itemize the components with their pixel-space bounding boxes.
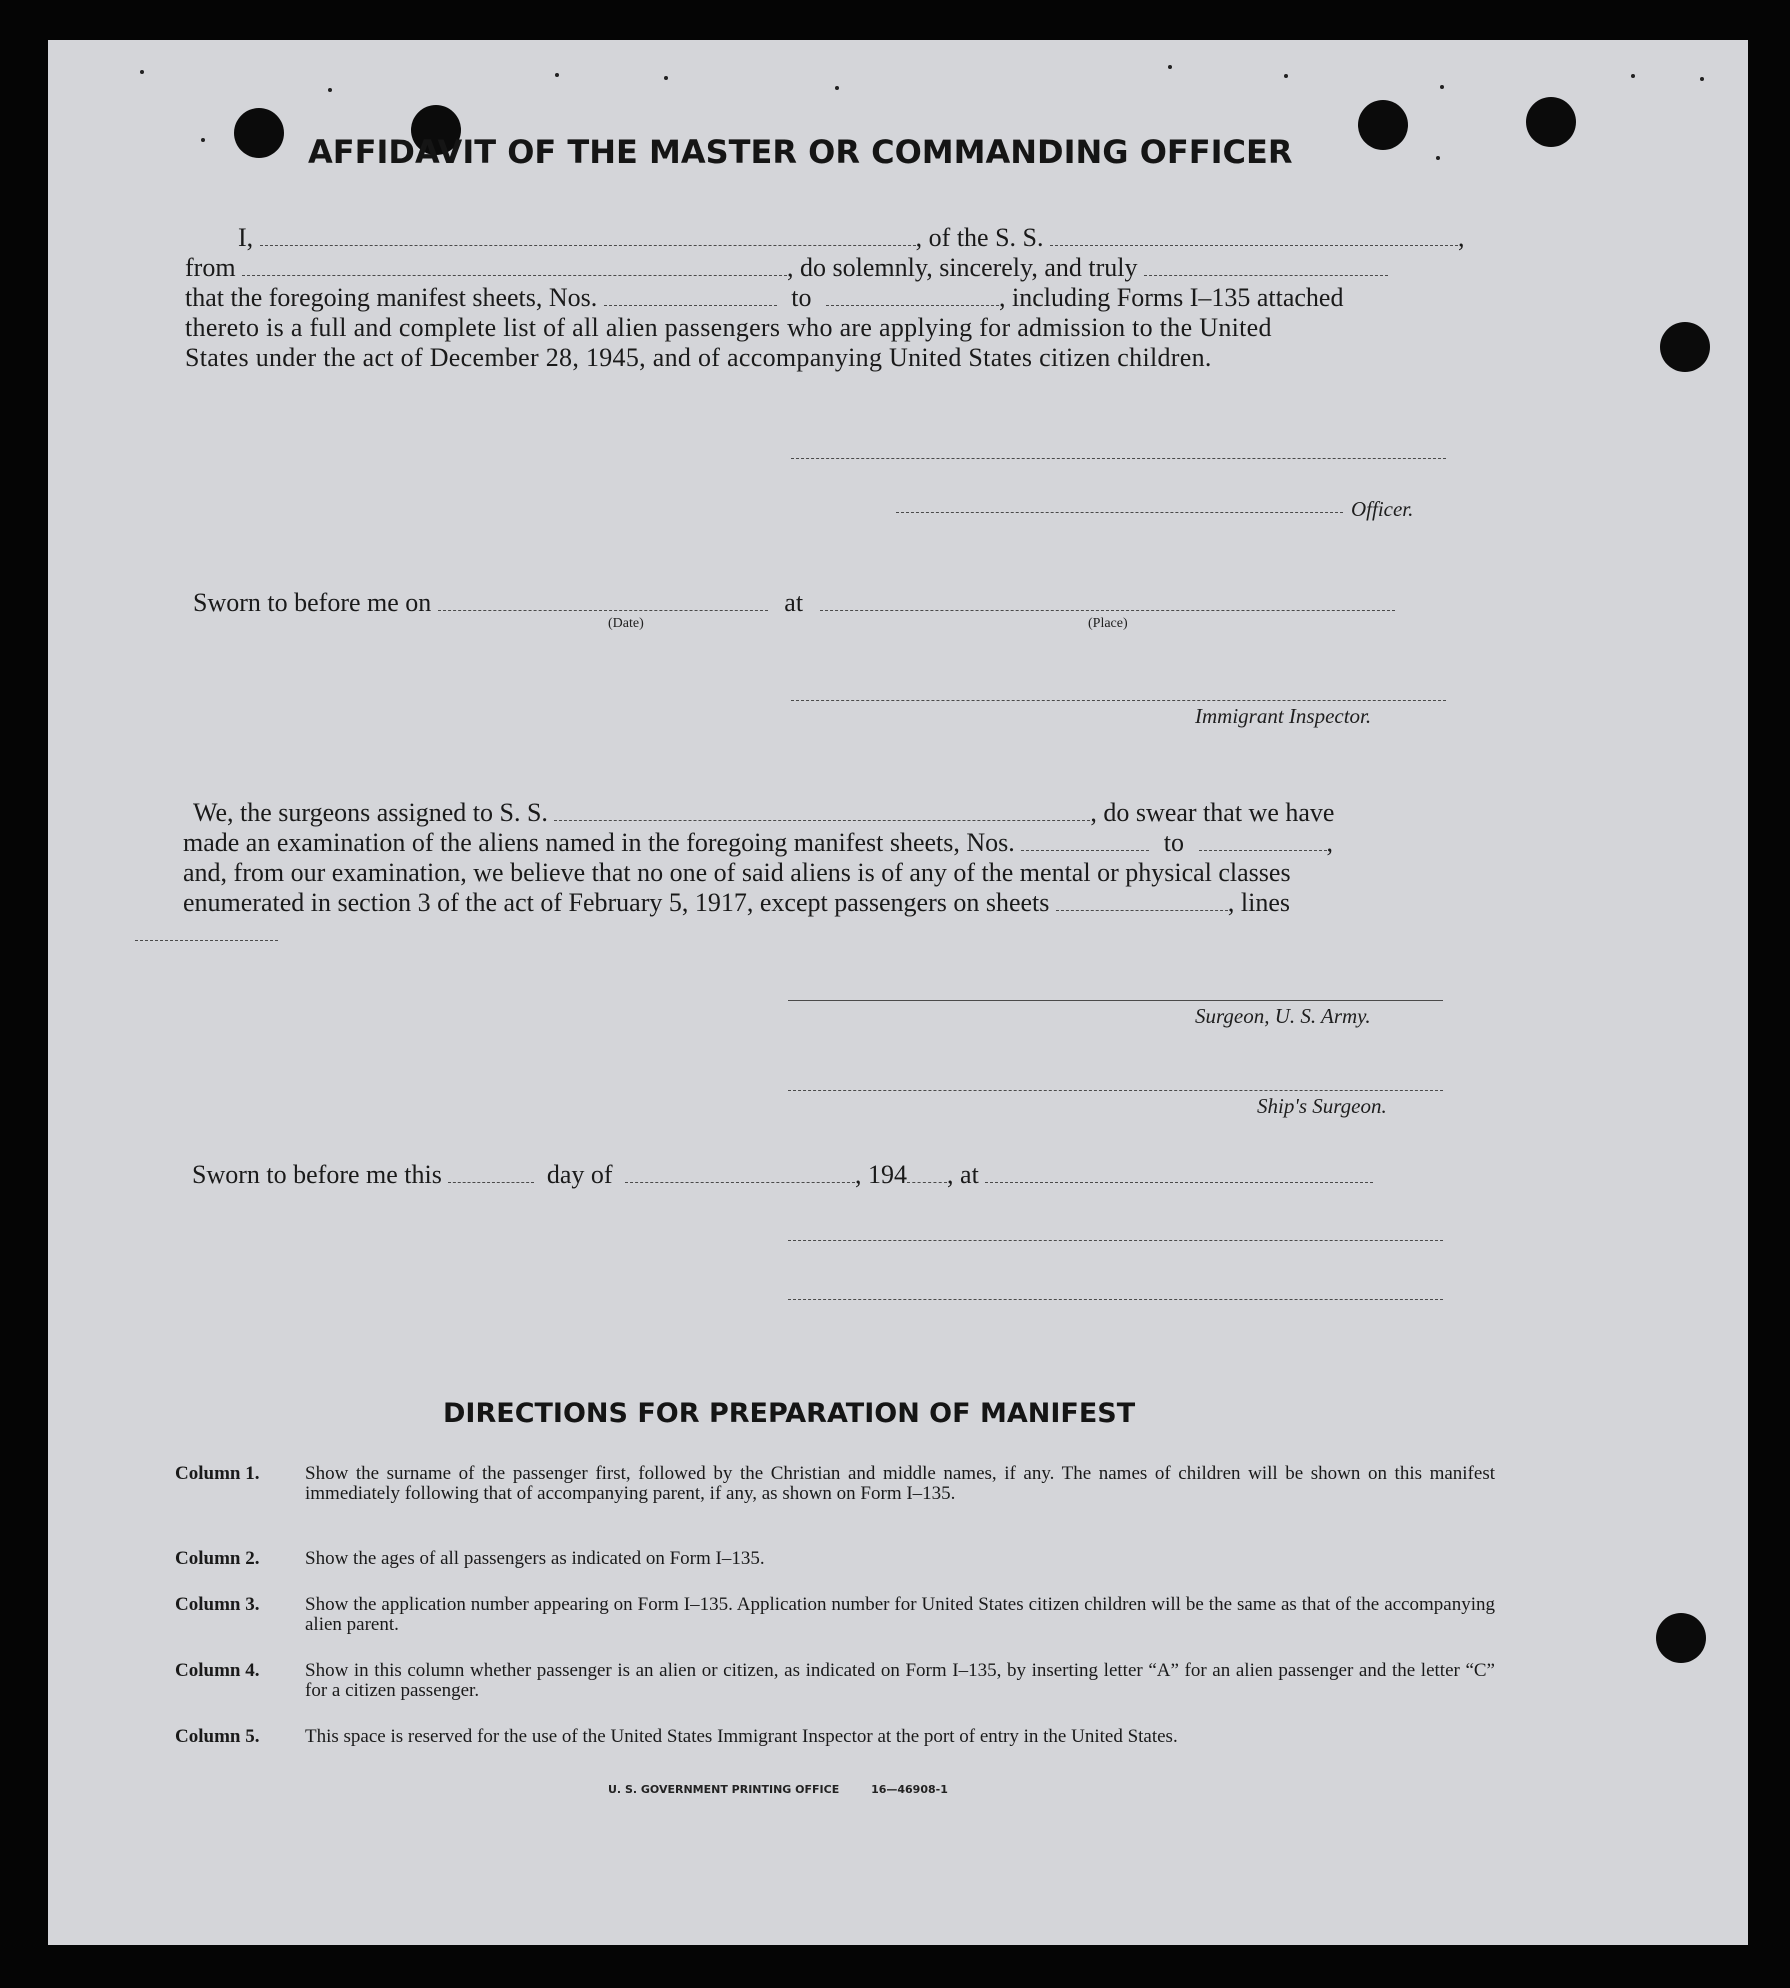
surgeons-swear-text: , do swear that we have [1090,798,1335,827]
printer-imprint [608,1783,948,1796]
declaration-field[interactable] [1144,255,1388,276]
speck [1440,85,1444,89]
officer-label: Officer. [1351,497,1414,521]
ship-surgeon-label: Ship's Surgeon. [1257,1094,1387,1118]
punch-hole [1526,97,1576,147]
speck [555,73,559,77]
punch-hole [1660,322,1710,372]
inspector-signature-line[interactable] [791,700,1446,701]
directions-title: DIRECTIONS FOR PREPARATION OF MANIFEST [443,1398,1136,1429]
sworn-day-field[interactable] [448,1162,534,1183]
direction-text: Show the surname of the passenger first, followed by the Christian and middle names, if any. The names of children will be shown on this manifest immediately following that of accompanying parent, if any, as shown on Form I–135. [305,1463,1495,1504]
comma: , [1458,223,1465,252]
sworn-dayof-text: day of [546,1160,613,1189]
affidavit-line-3 [185,283,1343,313]
speck [664,76,668,80]
sworn-on-text: Sworn to before me on [193,588,432,617]
punch-hole [1656,1613,1706,1663]
affidavit-i-text: I, [238,223,254,252]
sworn-date-field[interactable] [438,590,768,611]
sworn-month-field[interactable] [625,1162,855,1183]
ship-surgeon-signature-line[interactable] [788,1090,1443,1091]
speck [1700,77,1704,81]
speck [1168,65,1172,69]
document-sheet [48,40,1748,1945]
speck [328,88,332,92]
speck [1284,74,1288,78]
speck [140,70,144,74]
port-from-field[interactable] [242,255,787,276]
direction-text: This space is reserved for the use of the United States Immigrant Inspector at the port of entry in the United States. [305,1726,1178,1747]
inspector-label: Immigrant Inspector. [1195,704,1372,728]
surgeons-line-2 [183,828,1333,858]
affidavit-ss-text: , of the S. S. [915,223,1044,252]
surgeons-line-1 [193,798,1334,828]
sworn-place2-field[interactable] [985,1162,1373,1183]
affidavit-solemnly-text: , do solemnly, sincerely, and truly [787,253,1138,282]
affidavit-line-1 [190,223,1465,253]
surgeons-lines-text: , lines [1227,888,1291,917]
sworn-at-text: at [784,588,804,617]
except-sheets-field[interactable] [1056,890,1228,911]
speck [1436,156,1440,160]
surgeon-sheet-to-field[interactable] [1199,830,1327,851]
place-label: (Place) [1088,616,1128,631]
direction-label: Column 5. [175,1726,260,1747]
sworn-line-2 [192,1160,1373,1190]
sworn-year-field[interactable] [907,1162,947,1183]
form-code: 16—46908-1 [871,1783,948,1796]
surgeons-exam-text: made an examination of the aliens named in the foregoing manifest sheets, Nos. [183,828,1015,857]
surgeons-ss-text: We, the surgeons assigned to S. S. [193,798,548,827]
sworn-at2-text: , at [947,1160,979,1189]
date-label: (Date) [608,616,644,631]
comma: , [1326,828,1333,857]
speck [201,138,205,142]
army-surgeon-signature-line[interactable] [788,1000,1443,1001]
direction-label: Column 2. [175,1548,260,1569]
direction-label: Column 1. [175,1463,260,1484]
army-surgeon-label: Surgeon, U. S. Army. [1195,1004,1371,1028]
surgeons-enumerated-text: enumerated in section 3 of the act of February 5, 1917, except passengers on sheets [183,888,1050,917]
witness-signature-line-2[interactable] [788,1299,1443,1300]
affidavit-sheets-text: that the foregoing manifest sheets, Nos. [185,283,598,312]
affidavit-line-2 [185,253,1388,283]
ship-name-field[interactable] [1050,225,1458,246]
affidavit-from-text: from [185,253,236,282]
direction-label: Column 3. [175,1594,260,1615]
surgeon-ship-field[interactable] [554,800,1090,821]
affidavit-forms-text: , including Forms I–135 attached [999,283,1344,312]
punch-hole [234,108,284,158]
sworn-line-1 [193,588,1395,618]
sheet-to-field[interactable] [826,285,999,306]
affidavit-line-4: thereto is a full and complete list of all alien passengers who are applying for admission to the United [185,313,1272,342]
direction-text: Show the application number appearing on Form I–135. Application number for United States citizen children will be the same as that of the accompanying alien parent. [305,1594,1495,1635]
sheet-from-field[interactable] [604,285,777,306]
surgeons-to-text: to [1163,828,1184,857]
surgeon-sheet-from-field[interactable] [1021,830,1149,851]
officer-signature-line[interactable] [896,512,1343,513]
sworn-year-prefix: , 194 [855,1160,908,1189]
speck [835,86,839,90]
surgeons-line-4 [183,888,1290,918]
witness-signature-line-1[interactable] [788,1240,1443,1241]
affidavit-to-text: to [791,283,812,312]
except-lines-field[interactable] [135,940,278,941]
sworn-this-text: Sworn to before me this [192,1160,442,1189]
direction-text: Show in this column whether passenger is an alien or citizen, as indicated on Form I–135, by inserting letter “A” for an alien passenger and the letter “C” for a citizen passenger. [305,1660,1495,1701]
direction-label: Column 4. [175,1660,260,1681]
affidavit-line-5: States under the act of December 28, 1945, and of accompanying United States citizen children. [185,343,1212,372]
printer-name: U. S. GOVERNMENT PRINTING OFFICE [608,1783,840,1796]
master-signature-line[interactable] [791,458,1446,459]
surgeons-line-3: and, from our examination, we believe that no one of said aliens is of any of the mental or physical classes [183,858,1291,887]
direction-text: Show the ages of all passengers as indicated on Form I–135. [305,1548,765,1569]
master-name-field[interactable] [260,225,916,246]
sworn-place-field[interactable] [820,590,1395,611]
affidavit-title: AFFIDAVIT OF THE MASTER OR COMMANDING OFFICER [308,133,1293,171]
punch-hole [1358,100,1408,150]
speck [1631,74,1635,78]
